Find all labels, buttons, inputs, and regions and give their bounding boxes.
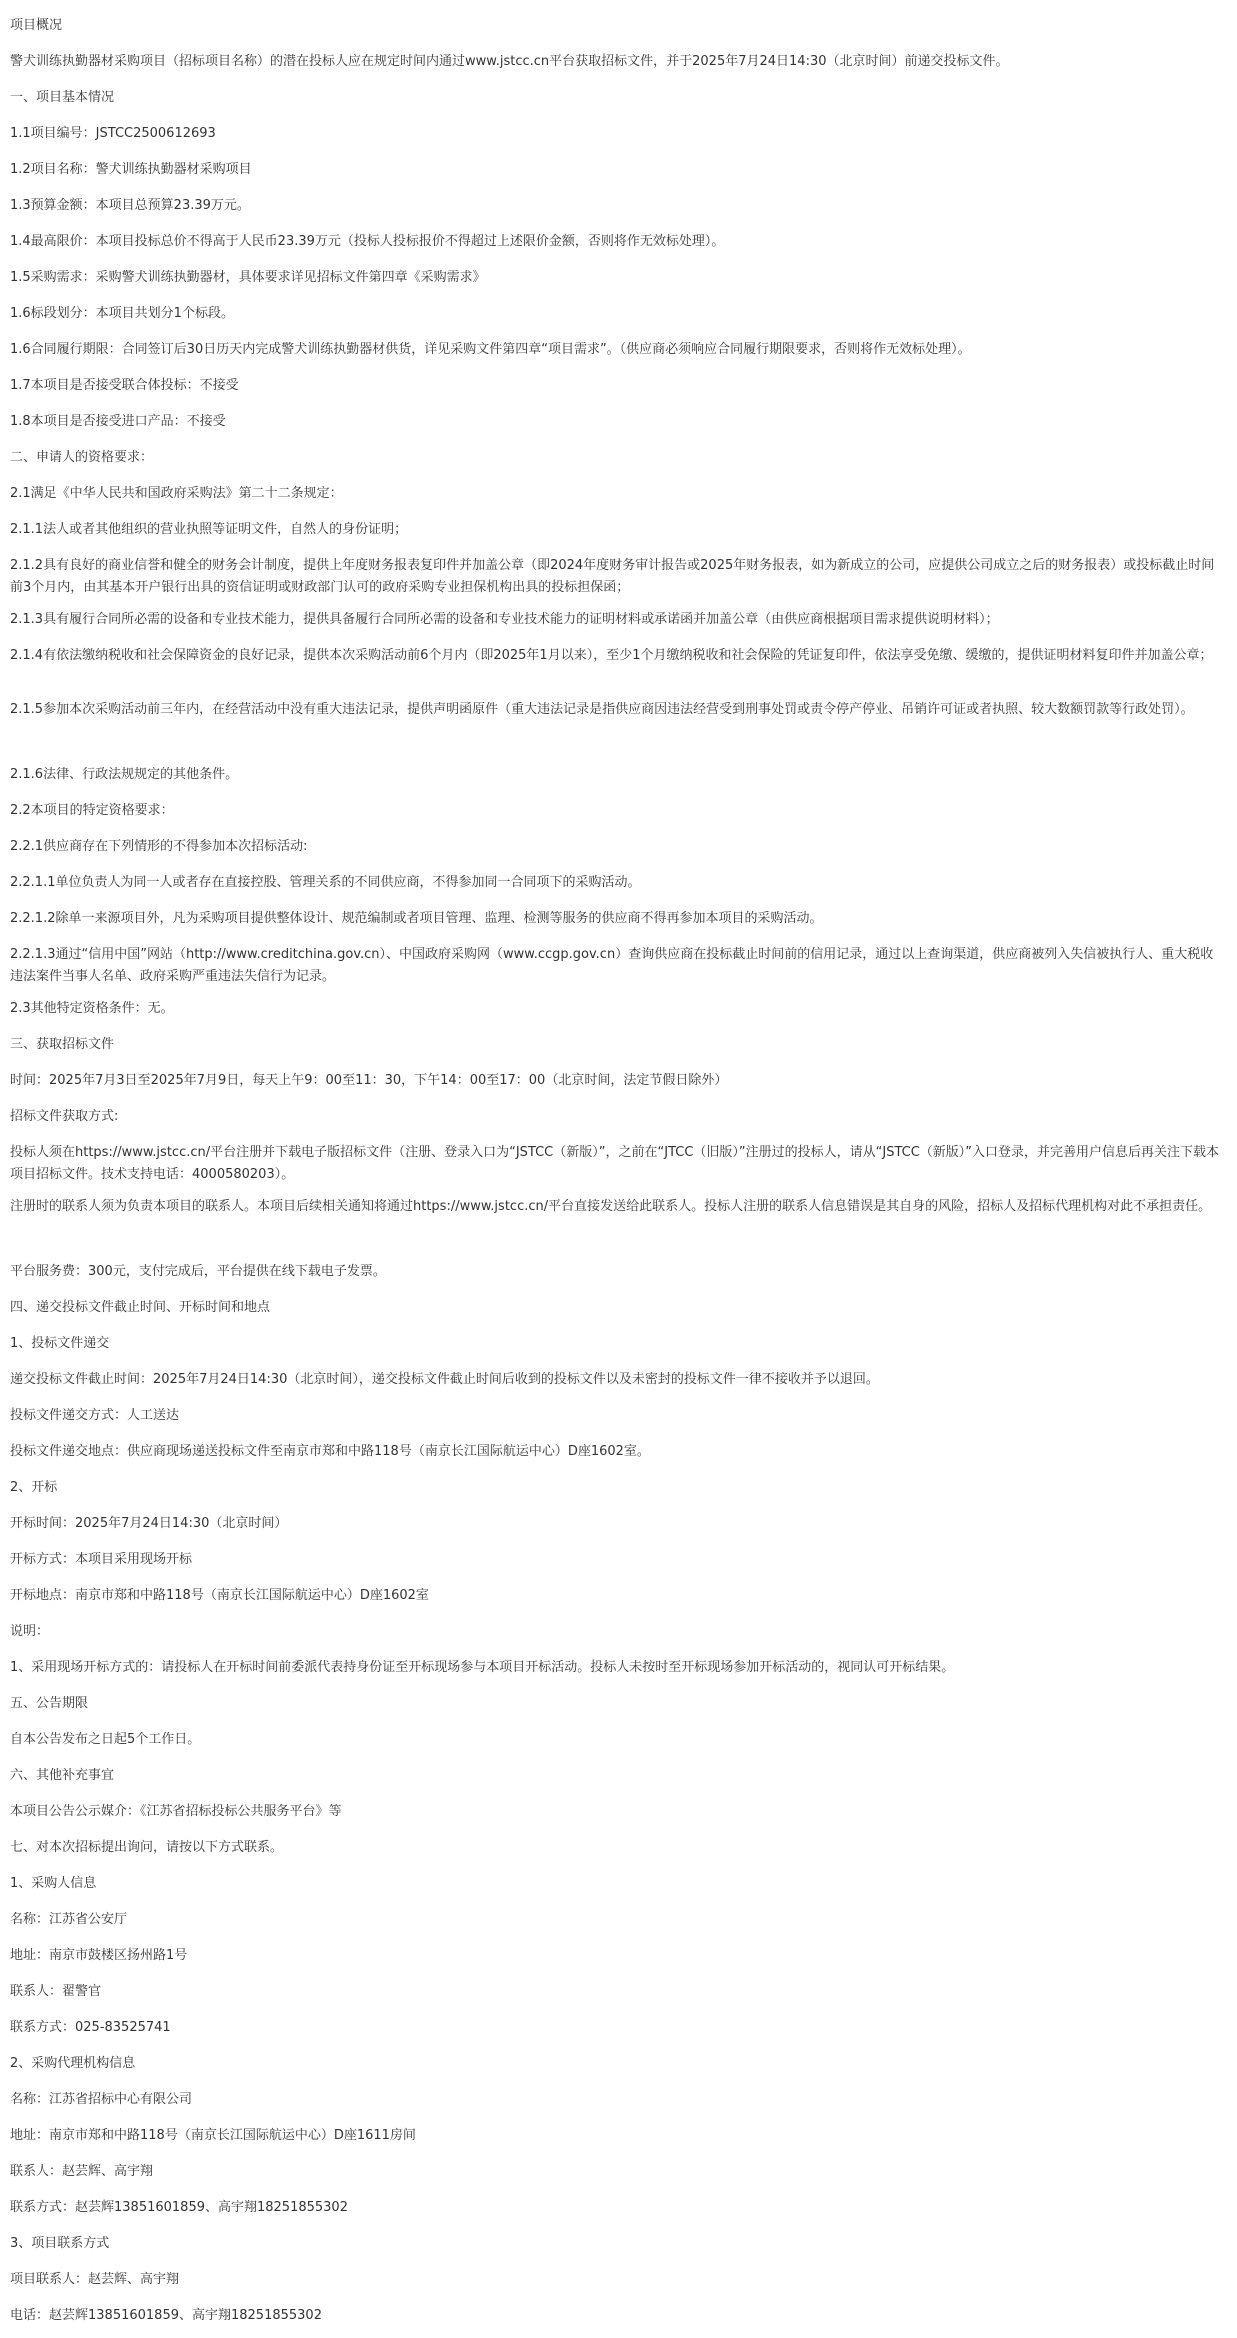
doc-line: 联系人：赵芸辉、高宇翔 (10, 2164, 154, 2179)
doc-line: 五、公告期限 (10, 1696, 89, 1711)
doc-line: 招标文件获取方式: (10, 1109, 119, 1124)
doc-line: 平台服务费：300元，支付完成后，平台提供在线下载电子发票。 (10, 1264, 386, 1279)
doc-line: 1.8本项目是否接受进口产品：不接受 (10, 414, 226, 429)
doc-line: 三、获取招标文件 (10, 1037, 115, 1052)
doc-line: 1、采用现场开标方式的：请投标人在开标时间前委派代表持身份证至开标现场参与本项目开标活动。投标人未按时至开标现场参加开标活动的，视同认可开标结果。 (10, 1660, 955, 1675)
doc-line: 1.2项目名称：警犬训练执勤器材采购项目 (10, 162, 252, 177)
doc-line: 项目联系人：赵芸辉、高宇翔 (10, 2272, 180, 2287)
doc-line: 2.1.4有依法缴纳税收和社会保障资金的良好记录，提供本次采购活动前6个月内（即2025年1月以来），至少1个月缴纳税收和社会保险的凭证复印件，依法享受免缴、缓缴的，提供证明材料复印件并加盖公章； (10, 648, 1213, 663)
doc-line: 2、开标 (10, 1480, 58, 1495)
doc-line: 2.1.1法人或者其他组织的营业执照等证明文件，自然人的身份证明； (10, 522, 408, 537)
doc-line: 时间：2025年7月3日至2025年7月9日，每天上午9：00至11：30，下午14：00至17：00（北京时间，法定节假日除外） (10, 1073, 728, 1088)
doc-line: 自本公告发布之日起5个工作日。 (10, 1732, 201, 1747)
doc-line: 1.3预算金额：本项目总预算23.39万元。 (10, 198, 250, 213)
doc-line: 2.2.1.3通过“信用中国”网站（http://www.creditchina.gov.cn）、中国政府采购网（www.ccgp.gov.cn）查询供应商在投标截止时间前的信用记录，通过以上查询渠道，供应商被列入失信被执行人、重大税收违法案件当事人名单、政府采购严重违法失信行为记录。 (10, 947, 1214, 984)
doc-line: 地址：南京市郑和中路118号（南京长江国际航运中心）D座1611房间 (10, 2128, 416, 2143)
doc-line: 1.1项目编号：JSTCC2500612693 (10, 126, 216, 141)
doc-line: 说明： (10, 1624, 50, 1639)
doc-line: 2.2.1供应商存在下列情形的不得参加本次招标活动: (10, 839, 308, 854)
doc-line: 地址：南京市鼓楼区扬州路1号 (10, 1948, 188, 1963)
doc-line: 2.1满足《中华人民共和国政府采购法》第二十二条规定： (10, 486, 343, 501)
doc-line: 四、递交投标文件截止时间、开标时间和地点 (10, 1300, 271, 1315)
doc-line: 2.1.2具有良好的商业信誉和健全的财务会计制度，提供上年度财务报表复印件并加盖公章（即2024年度财务审计报告或2025年财务报表，如为新成立的公司，应提供公司成立之后的财务报表）或投标截止时间前3个月内，由其基本开户银行出具的资信证明或财政部门认可的政府采购专业担保机构出具的投标担保函； (10, 558, 1215, 595)
doc-line: 电话：赵芸辉13851601859、高宇翔18251855302 (10, 2308, 322, 2323)
doc-line: 2.1.6法律、行政法规规定的其他条件。 (10, 767, 239, 782)
doc-line: 投标文件递交地点：供应商现场递送投标文件至南京市郑和中路118号（南京长江国际航运中心）D座1602室。 (10, 1444, 650, 1459)
doc-line: 注册时的联系人须为负责本项目的联系人。本项目后续相关通知将通过https://www.jstcc.cn/平台直接发送给此联系人。投标人注册的联系人信息错误是其自身的风险，招标人及招标代理机构对此不承担责任。 (10, 1199, 1212, 1214)
doc-line: 项目概况 (10, 18, 63, 33)
doc-line: 联系方式：025-83525741 (10, 2020, 171, 2035)
doc-line: 联系人：翟警官 (10, 1984, 102, 1999)
doc-line: 六、其他补充事宜 (10, 1768, 115, 1783)
doc-line: 七、对本次招标提出询问，请按以下方式联系。 (10, 1840, 284, 1855)
doc-line: 联系方式：赵芸辉13851601859、高宇翔18251855302 (10, 2200, 348, 2215)
doc-line: 开标时间：2025年7月24日14:30（北京时间） (10, 1516, 288, 1531)
doc-line: 警犬训练执勤器材采购项目（招标项目名称）的潜在投标人应在规定时间内通过www.jstcc.cn平台获取招标文件，并于2025年7月24日14:30（北京时间）前递交投标文件。 (10, 54, 1009, 69)
doc-line: 2.1.3具有履行合同所必需的设备和专业技术能力，提供具备履行合同所必需的设备和专业技术能力的证明材料或承诺函并加盖公章（由供应商根据项目需求提供说明材料）； (10, 612, 999, 627)
doc-line: 1.6合同履行期限：合同签订后30日历天内完成警犬训练执勤器材供货，详见采购文件第四章“项目需求”。（供应商必须响应合同履行期限要求，否则将作无效标处理）。 (10, 342, 971, 357)
doc-line: 1.4最高限价：本项目投标总价不得高于人民币23.39万元（投标人投标报价不得超过上述限价金额，否则将作无效标处理）。 (10, 234, 725, 249)
doc-line: 本项目公告公示媒介：《江苏省招标投标公共服务平台》等 (10, 1804, 342, 1819)
doc-line: 1.6标段划分：本项目共划分1个标段。 (10, 306, 234, 321)
doc-line: 2.2本项目的特定资格要求： (10, 803, 174, 818)
doc-line: 一、项目基本情况 (10, 90, 115, 105)
doc-line: 2.3其他特定资格条件：无。 (10, 1001, 174, 1016)
doc-line: 开标方式：本项目采用现场开标 (10, 1552, 193, 1567)
doc-line: 1.5采购需求：采购警犬训练执勤器材，具体要求详见招标文件第四章《采购需求》 (10, 270, 486, 285)
doc-line: 名称：江苏省招标中心有限公司 (10, 2092, 193, 2107)
doc-line: 2.2.1.2除单一来源项目外，凡为采购项目提供整体设计、规范编制或者项目管理、监理、检测等服务的供应商不得再参加本项目的采购活动。 (10, 911, 823, 926)
doc-line: 2.1.5参加本次采购活动前三年内，在经营活动中没有重大违法记录，提供声明函原件（重大违法记录是指供应商因违法经营受到刑事处罚或责令停产停业、吊销许可证或者执照、较大数额罚款等行政处罚）。 (10, 702, 1194, 717)
doc-line: 1.7本项目是否接受联合体投标：不接受 (10, 378, 239, 393)
doc-line: 3、项目联系方式 (10, 2236, 110, 2251)
doc-line: 二、申请人的资格要求： (10, 450, 154, 465)
doc-line: 1、投标文件递交 (10, 1336, 110, 1351)
doc-line: 2、采购代理机构信息 (10, 2056, 136, 2071)
doc-line: 递交投标文件截止时间：2025年7月24日14:30（北京时间），递交投标文件截止时间后收到的投标文件以及未密封的投标文件一律不接收并予以退回。 (10, 1372, 879, 1387)
doc-line: 投标人须在https://www.jstcc.cn/平台注册并下载电子版招标文件（注册、登录入口为“JSTCC（新版）”，之前在“JTCC（旧版）”注册过的投标人，请从“JSTCC（新版）”入口登录，并完善用户信息后再关注下载本项目招标文件。技术支持电话：4000580203）。 (10, 1145, 1220, 1182)
doc-line: 开标地点：南京市郑和中路118号（南京长江国际航运中心）D座1602室 (10, 1588, 429, 1603)
doc-line: 2.2.1.1单位负责人为同一人或者存在直接控股、管理关系的不同供应商，不得参加同一合同项下的采购活动。 (10, 875, 641, 890)
doc-line: 投标文件递交方式：人工送达 (10, 1408, 180, 1423)
doc-line: 1、采购人信息 (10, 1876, 97, 1891)
doc-line: 名称：江苏省公安厅 (10, 1912, 128, 1927)
